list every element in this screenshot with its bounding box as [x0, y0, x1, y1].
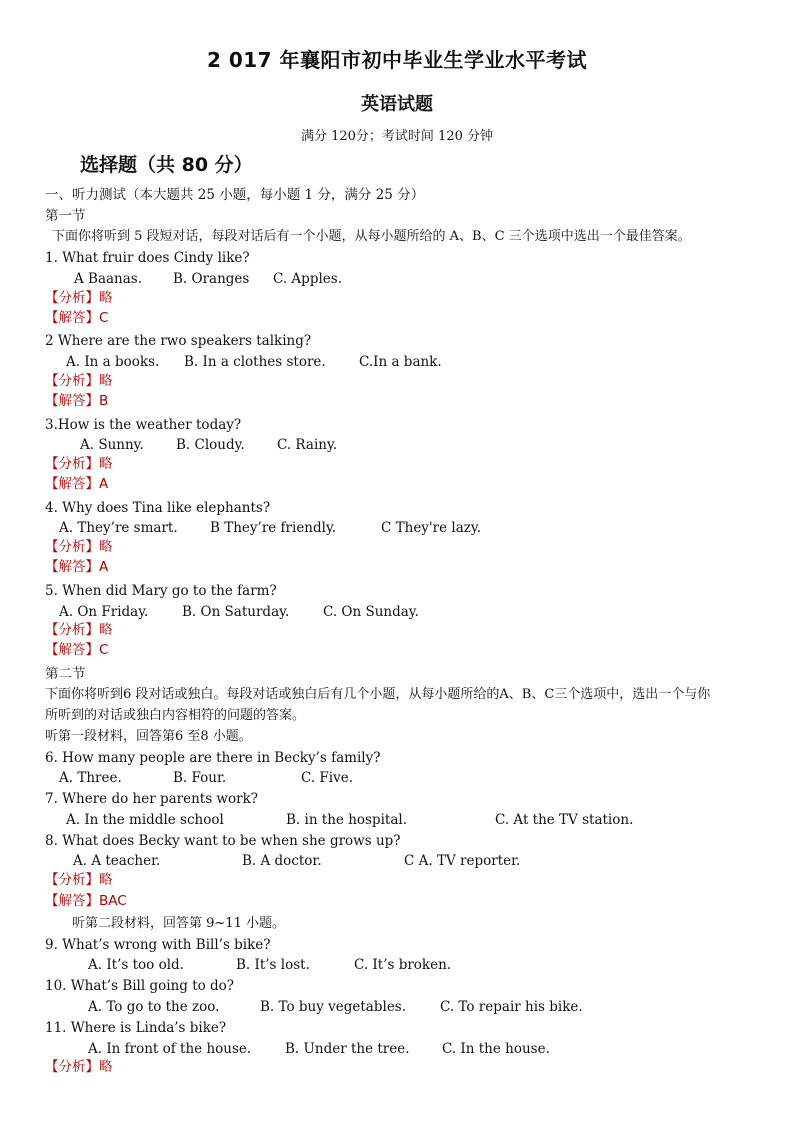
option-c: C. At the TV station.: [495, 812, 634, 828]
question-8-options: [73, 852, 520, 870]
question-10-options: [88, 998, 583, 1016]
option-b: B. A doctor.: [242, 853, 322, 869]
part2-sub-heading: 第二节: [45, 666, 86, 682]
answer-label: 【解答】: [45, 476, 99, 492]
question-2: 2 Where are the rwo speakers talking?: [45, 333, 312, 349]
answer-value: C: [99, 310, 109, 326]
option-b: B They’re friendly.: [210, 520, 337, 536]
answer-label: 【解答】: [45, 642, 99, 658]
option-a: A. A teacher.: [73, 853, 161, 869]
analysis-4: [45, 538, 113, 556]
answer-label: 【解答】: [45, 893, 99, 909]
question-1: 1. What fruir does Cindy like?: [45, 250, 250, 266]
question-1-options: [74, 270, 342, 288]
option-b: B. To buy vegetables.: [260, 999, 407, 1015]
analysis-label: 【分析】: [45, 373, 99, 389]
exam-title: 2 017 年襄阳市初中毕业生学业水平考试: [206, 48, 588, 72]
option-a: A Baanas.: [74, 271, 143, 287]
option-a: A. In front of the house.: [88, 1041, 252, 1057]
analysis-label: 【分析】: [45, 622, 99, 638]
question-4: 4. Why does Tina like elephants?: [45, 500, 271, 516]
analysis-9-11: [45, 1058, 113, 1076]
option-a: A. In the middle school: [66, 812, 224, 828]
answer-label: 【解答】: [45, 559, 99, 575]
material-2-instructions: 听第二段材料，回答第 9~11 小题。: [72, 916, 285, 931]
analysis-1: [45, 289, 113, 307]
answer-2: [45, 392, 108, 410]
option-a: A. On Friday.: [59, 604, 149, 620]
part1-instructions: 下面你将听到 5 段短对话，每段对话后有一个小题，从每小题所给的 A、B、C 三个选项中选出一个最佳答案。: [52, 229, 691, 244]
option-c: C. To repair his bike.: [440, 999, 583, 1015]
option-b: B. Four.: [173, 770, 227, 786]
analysis-label: 【分析】: [45, 456, 99, 472]
answer-value: A: [99, 476, 109, 492]
question-11-options: [88, 1040, 550, 1058]
option-a: A. It’s too old.: [88, 957, 184, 973]
answer-1: [45, 309, 108, 327]
question-3-options: [80, 436, 337, 454]
option-b: B. Cloudy.: [176, 437, 245, 453]
question-6: 6. How many people are there in Becky’s family?: [45, 750, 381, 766]
analysis-value: 略: [99, 290, 113, 306]
analysis-value: 略: [99, 622, 113, 638]
option-b: B. On Saturday.: [182, 604, 290, 620]
answer-label: 【解答】: [45, 393, 99, 409]
answer-value: B: [99, 393, 109, 409]
analysis-6-8: [45, 871, 113, 889]
question-5-options: [59, 603, 419, 621]
answer-4: [45, 558, 108, 576]
answer-value: BAC: [99, 893, 127, 909]
question-6-options: [59, 769, 353, 787]
question-9: 9. What’s wrong with Bill’s bike?: [45, 937, 271, 953]
analysis-value: 略: [99, 456, 113, 472]
option-a: A. In a books.: [66, 354, 160, 370]
question-3: 3.How is the weather today?: [45, 417, 242, 433]
analysis-value: 略: [99, 539, 113, 555]
analysis-2: [45, 372, 113, 390]
option-b: B. It’s lost.: [236, 957, 310, 973]
answer-3: [45, 475, 108, 493]
option-c: C. It’s broken.: [354, 957, 452, 973]
answer-value: C: [99, 642, 109, 658]
analysis-value: 略: [99, 1059, 113, 1075]
option-c: C. Rainy.: [277, 437, 338, 453]
option-a: A. They’re smart.: [59, 520, 178, 536]
question-7-options: [66, 811, 633, 829]
option-c: C. On Sunday.: [323, 604, 419, 620]
option-c: C.In a bank.: [359, 354, 442, 370]
question-2-options: [66, 353, 442, 371]
question-7: 7. Where do her parents work?: [45, 791, 258, 807]
analysis-label: 【分析】: [45, 1059, 99, 1075]
question-10: 10. What’s Bill going to do?: [45, 978, 235, 994]
option-a: A. To go to the zoo.: [88, 999, 220, 1015]
question-5: 5. When did Mary go to the farm?: [45, 583, 277, 599]
option-c: C. In the house.: [442, 1041, 550, 1057]
part1-sub-heading: 第一节: [45, 208, 86, 224]
option-b: B. Oranges: [173, 271, 250, 287]
analysis-value: 略: [99, 872, 113, 888]
analysis-3: [45, 455, 113, 473]
option-b: B. Under the tree.: [285, 1041, 410, 1057]
part2-instructions-line2: 所听到的对话或独白内容相符的问题的答案。: [45, 708, 306, 723]
analysis-value: 略: [99, 373, 113, 389]
analysis-label: 【分析】: [45, 872, 99, 888]
answer-label: 【解答】: [45, 310, 99, 326]
material-1-instructions: 听第一段材料，回答第6 至8 小题。: [45, 729, 252, 744]
exam-meta: 满分 120分；考试时间 120 分钟: [300, 129, 494, 144]
analysis-label: 【分析】: [45, 539, 99, 555]
analysis-label: 【分析】: [45, 290, 99, 306]
answer-5: [45, 641, 108, 659]
option-a: A. Sunny.: [80, 437, 144, 453]
question-9-options: [88, 956, 451, 974]
section-heading: 选择题（共 80 分）: [80, 154, 253, 176]
option-b: B. In a clothes store.: [184, 354, 326, 370]
option-c: C They're lazy.: [381, 520, 481, 536]
question-11: 11. Where is Linda’s bike?: [45, 1020, 227, 1036]
part1-heading: 一、听力测试（本大题共 25 小题，每小题 1 分，满分 25 分）: [45, 187, 425, 203]
answer-value: A: [99, 559, 109, 575]
option-c: C A. TV reporter.: [404, 853, 521, 869]
option-c: C. Five.: [301, 770, 354, 786]
part2-instructions-line1: 下面你将听到6 段对话或独白。每段对话或独白后有几个小题，从每小题所给的A、B、C三个选项中，选出一个与你: [45, 687, 711, 702]
exam-subtitle: 英语试题: [361, 94, 433, 115]
analysis-5: [45, 621, 113, 639]
question-4-options: [59, 519, 481, 537]
question-8: 8. What does Becky want to be when she grows up?: [45, 833, 401, 849]
option-a: A. Three.: [59, 770, 122, 786]
answer-6-8: [45, 892, 127, 910]
option-c: C. Apples.: [273, 271, 342, 287]
option-b: B. in the hospital.: [286, 812, 407, 828]
